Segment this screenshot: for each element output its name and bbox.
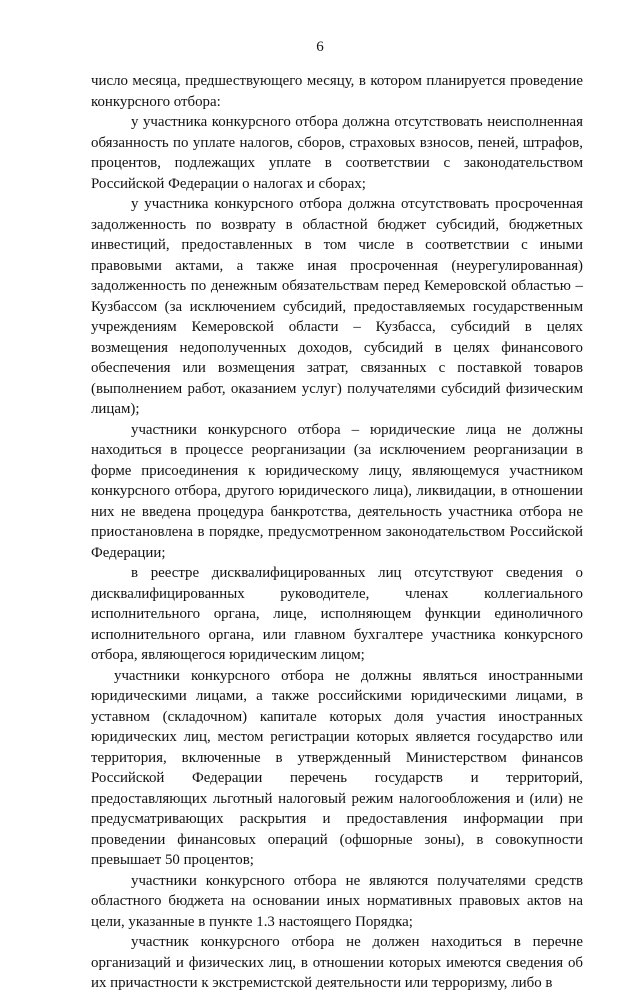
paragraph-foreign-entities: участники конкурсного отбора не должны являться иностранными юридическими лицами, а также российскими юридическими лицами, в уставном (складочном) капитале которых доля участия иностранных юридических лиц, местом регистрации которых является государство или территория, включенные в утвержденный Министерством финансов Российской Федерации перечень государств и территорий, предоставляющих льготный налоговый режим налогообложения и (или) не предусматривающих раскрытия и предоставления информации при проведении финансовых операций (офшорные зоны), в совокупности превышает 50 процентов; (91, 667, 583, 868)
paragraph-overdue-debt: у участника конкурсного отбора должна отсутствовать просроченная задолженность по возврату в областной бюджет субсидий, бюджетных инвестиций, предоставленных в том числе в соответствии с иными правовыми актами, а также иная просроченная (неурегулированная) задолженность по денежным обязательствам перед Кемеровской областью – Кузбассом (за исключением субсидий, предоставляемых государственным учреждениям Кемеровской области – Кузбасса, субсидий в целях возмещения недополученных доходов, субсидий в целях финансового обеспечения или возмещения затрат, связанных с поставкой товаров (выполнением работ, оказанием услуг) получателями субсидий физическим лицам); (91, 196, 583, 417)
document-body (91, 71, 583, 994)
page-number: 6 (316, 39, 324, 55)
paragraph-budget-recipients: участники конкурсного отбора не являются получателями средств областного бюджета на основании иных нормативных правовых актов на цели, указанные в пункте 1.3 настоящего Порядка; (91, 872, 583, 930)
paragraph-extremism-list: участник конкурсного отбора не должен находиться в перечне организаций и физических лиц, в отношении которых имеются сведения об их причастности к экстремистской деятельности или терроризму, либо в (91, 934, 583, 991)
paragraph-continuation: число месяца, предшествующего месяцу, в котором планируется проведение конкурсного отбора: (91, 73, 583, 110)
paragraph-tax-obligations: у участника конкурсного отбора должна отсутствовать неисполненная обязанность по уплате налогов, сборов, страховых взносов, пеней, штрафов, процентов, подлежащих уплате в соответствии с законодательством Российской Федерации о налогах и сборах; (91, 114, 583, 192)
paragraph-reorganization: участники конкурсного отбора – юридические лица не должны находиться в процессе реорганизации (за исключением реорганизации в форме присоединения к юридическому лицу, являющемуся участником конкурсного отбора, другого юридического лица), ликвидации, в отношении них не введена процедура банкротства, деятельность участника отбора не приостановлена в порядке, предусмотренном законодательством Российской Федерации; (91, 421, 583, 561)
paragraph-disqualified-persons: в реестре дисквалифицированных лиц отсутствуют сведения о дисквалифицированных руководителе, членах коллегиального исполнительного органа, лице, исполняющем функции единоличного исполнительного органа, или главном бухгалтере участника конкурсного отбора, являющегося юридическим лицом; (91, 565, 583, 663)
